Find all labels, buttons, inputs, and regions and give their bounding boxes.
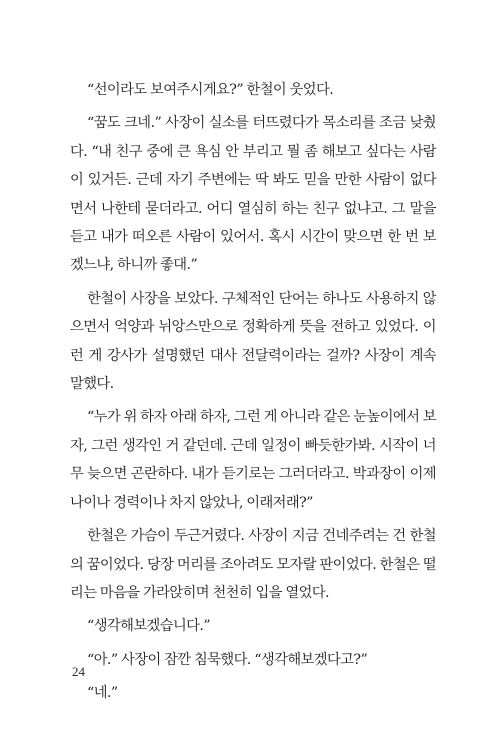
paragraph: “누가 위 하자 아래 하자, 그런 게 아니라 같은 눈높이에서 보자, 그런 생각인 거 같던데. 근데 일정이 빠듯한가봐. 시작이 너무 늦으면 곤란하다. 내가 듣기로는 그러더라고. 박과장이 이제 나이나 경력이나 차지 않았나, 이래저래?” <box>70 409 436 511</box>
paragraph: “선이라도 보여주시게요?” 한철이 웃었다. <box>87 82 334 98</box>
paragraph: “네.” <box>87 685 118 702</box>
paragraph: “생각해보겠습니다.” <box>87 618 211 635</box>
paragraph: “꿈도 크네.” 사장이 실소를 터뜨렸다가 목소리를 조금 낮췄다. “내 친구 중에 큰 욕심 안 부리고 뭘 좀 해보고 싶다는 사람이 있거든. 근데 자기 주변에는 딱 봐도 믿을 만한 사람이 없다면서 나한테 묻더라고. 어디 열심히 하는 친구 없냐고. 그 말을 듣고 내가 떠오른 사람이 있어서. 혹시 시간이 맞으면 한 번 보겠느냐, 하니까 좋대.” <box>70 115 436 274</box>
paragraph: 한철은 가슴이 두근거렸다. 사장이 지금 건네주려는 건 한철의 꿈이었다. 당장 머리를 조아려도 모자랄 판이었다. 한철은 떨리는 마음을 가라앉히며 천천히 입을 열었다. <box>70 528 436 601</box>
body-text <box>70 76 436 713</box>
paragraph: 한철이 사장을 보았다. 구체적인 단어는 하나도 사용하지 않으면서 억양과 뉘앙스만으로 정확하게 뜻을 전하고 있었다. 이런 게 강사가 설명했던 대사 전달력이라는 걸까? 사장이 계속 말했다. <box>70 290 436 393</box>
page-number: 24 <box>72 664 85 679</box>
paragraph: “아.” 사장이 잠깐 침묵했다. “생각해보겠다고?” <box>87 651 368 668</box>
